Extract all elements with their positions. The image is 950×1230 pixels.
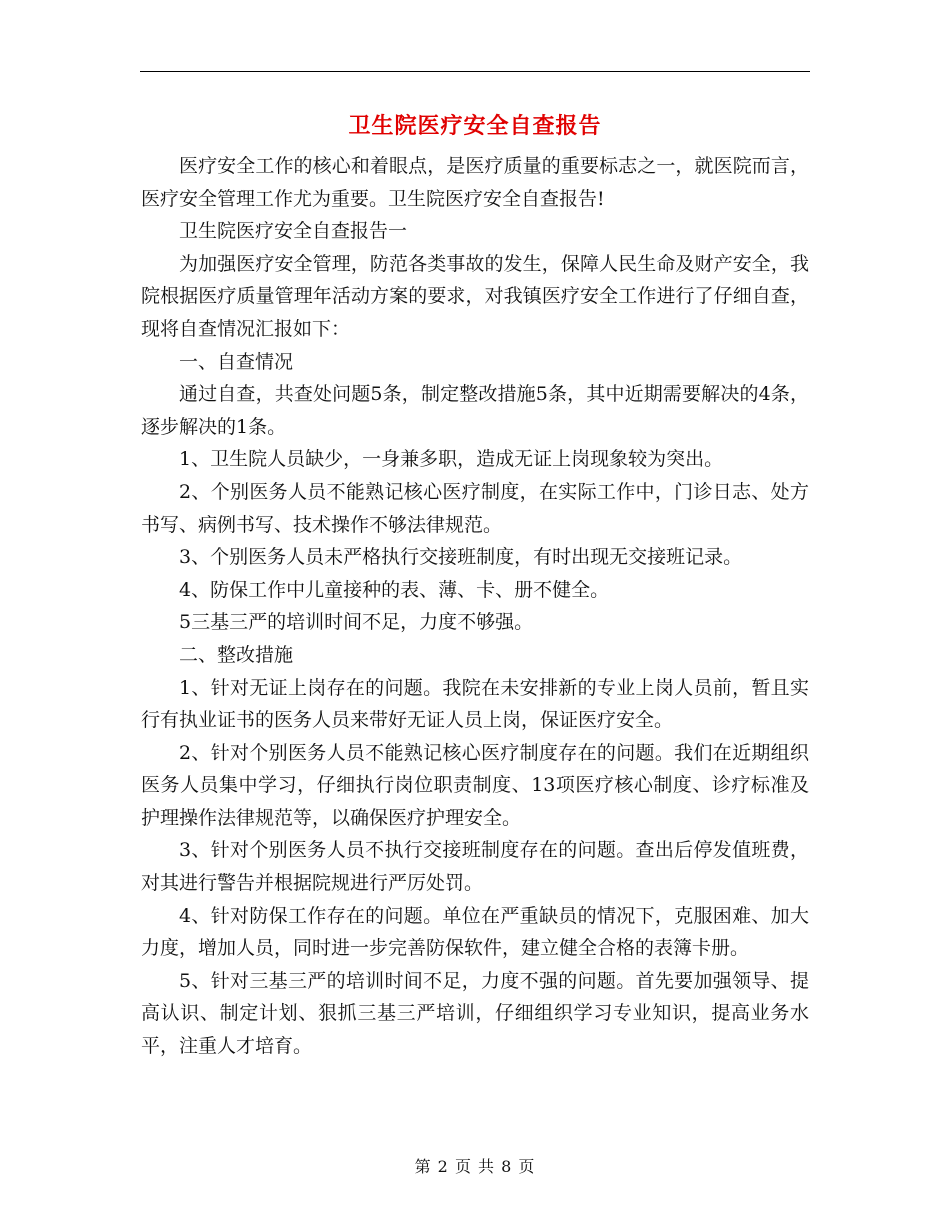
issue-item-1: 1、卫生院人员缺少，一身兼多职，造成无证上岗现象较为突出。	[179, 448, 724, 471]
paragraph-intro: 医疗安全工作的核心和着眼点，是医疗质量的重要标志之一，就医院而言，医疗安全管理工作尤为重要。卫生院医疗安全自查报告!	[141, 155, 809, 210]
paragraph-summary: 通过自查，共查处问题5条，制定整改措施5条，其中近期需要解决的4条，逐步解决的1条。	[141, 383, 809, 438]
measure-item-5: 5、针对三基三严的培训时间不足，力度不强的问题。首先要加强领导、提高认识、制定计划、狠抓三基三严培训，仔细组织学习专业知识，提高业务水平，注重人才培育。	[141, 969, 809, 1058]
measure-item-1: 1、针对无证上岗存在的问题。我院在未安排新的专业上岗人员前，暂且实行有执业证书的医务人员来带好无证人员上岗，保证医疗安全。	[141, 676, 809, 732]
section-heading-self-check: 一、自查情况	[179, 350, 294, 373]
section-heading-measures: 二、整改措施	[179, 643, 294, 666]
paragraph-report-heading: 卫生院医疗安全自查报告一	[179, 220, 408, 243]
page-number-footer: 第 2 页 共 8 页	[414, 1157, 536, 1176]
header-rule	[140, 71, 810, 72]
issue-item-3: 3、个别医务人员未严格执行交接班制度，有时出现无交接班记录。	[179, 546, 743, 569]
document-body	[141, 150, 809, 1063]
document-title: 卫生院医疗安全自查报告	[348, 113, 602, 139]
issue-item-5: 5三基三严的培训时间不足，力度不够强。	[179, 611, 534, 634]
measure-item-2: 2、针对个别医务人员不能熟记核心医疗制度存在的问题。我们在近期组织医务人员集中学习，仔细执行岗位职责制度、13项医疗核心制度、诊疗标准及护理操作法律规范等，以确保医疗护理安全。	[141, 741, 809, 829]
measure-item-4: 4、针对防保工作存在的问题。单位在严重缺员的情况下，克服困难、加大力度，增加人员，同时进一步完善防保软件，建立健全合格的表簿卡册。	[141, 904, 809, 960]
measure-item-3: 3、针对个别医务人员不执行交接班制度存在的问题。查出后停发值班费，对其进行警告并根据院规进行严厉处罚。	[141, 839, 809, 895]
paragraph-purpose: 为加强医疗安全管理，防范各类事故的发生，保障人民生命及财产安全，我院根据医疗质量管理年活动方案的要求，对我镇医疗安全工作进行了仔细自查，现将自查情况汇报如下：	[141, 252, 809, 340]
issue-item-4: 4、防保工作中儿童接种的表、薄、卡、册不健全。	[179, 578, 610, 601]
issue-item-2: 2、个别医务人员不能熟记核心医疗制度，在实际工作中，门诊日志、处方书写、病例书写、技术操作不够法律规范。	[141, 480, 809, 536]
